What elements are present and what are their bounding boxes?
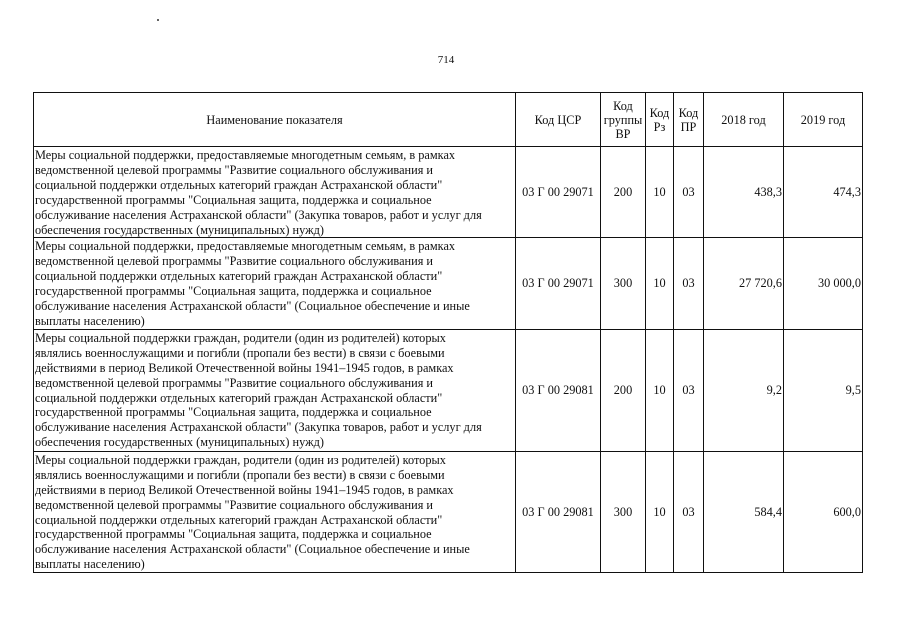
rz-code-cell: 10 <box>646 329 674 451</box>
indicator-name-line: государственной программы "Социальная защита, поддержка и социальное <box>35 284 432 299</box>
scan-speck <box>157 19 159 21</box>
header-csr-code <box>516 93 601 147</box>
indicator-name-line: являлись военнослужащими и погибли (пропали без вести) в связи с боевыми <box>35 467 445 482</box>
pr-code-cell: 03 <box>674 147 704 238</box>
value-2019-cell: 600,0 <box>784 451 863 572</box>
header-pr-code <box>674 93 704 147</box>
indicator-name-line: действиями в период Великой Отечественной войны 1941–1945 годов, в рамках <box>35 360 454 375</box>
csr-code-cell: 03 Г 00 29081 <box>516 329 601 451</box>
header-indicator-name <box>34 93 516 147</box>
indicator-name-line: выплаты населению) <box>35 557 145 572</box>
header-rz-line: Код <box>649 105 670 120</box>
indicator-name-line: действиями в период Великой Отечественной войны 1941–1945 годов, в рамках <box>35 482 454 497</box>
indicator-name-line: обслуживание населения Астраханской области" (Социальное обеспечение и иные <box>35 542 470 557</box>
header-vr-line: ВР <box>615 126 631 141</box>
header-rz-code <box>646 93 674 147</box>
table-row <box>34 451 863 572</box>
header-pr-line: Код <box>678 105 699 120</box>
indicator-name-line: социальной поддержки отдельных категорий граждан Астраханской области" <box>35 269 443 284</box>
rz-code-cell: 10 <box>646 147 674 238</box>
vr-group-code-cell: 300 <box>601 238 646 329</box>
table-body <box>34 147 863 573</box>
indicator-name-line: ведомственной целевой программы "Развитие социального обслуживания и <box>35 162 434 177</box>
header-indicator-name-label: Наименование показателя <box>206 112 343 127</box>
budget-table <box>33 92 863 573</box>
header-year-2018-label: 2018 год <box>721 112 766 127</box>
header-vr-line: Код <box>613 98 633 113</box>
value-2019-cell: 474,3 <box>784 147 863 238</box>
table-header <box>34 93 863 147</box>
vr-group-code-cell: 200 <box>601 147 646 238</box>
value-2019-cell: 9,5 <box>784 329 863 451</box>
header-rz-line: Рз <box>653 119 666 134</box>
indicator-name-line: государственной программы "Социальная защита, поддержка и социальное <box>35 527 432 542</box>
indicator-name-line: ведомственной целевой программы "Развитие социального обслуживания и <box>35 497 434 512</box>
indicator-name-line: Меры социальной поддержки, предоставляемые многодетным семьям, в рамках <box>35 239 456 254</box>
value-2018-cell: 9,2 <box>704 329 784 451</box>
indicator-name-line: социальной поддержки отдельных категорий граждан Астраханской области" <box>35 177 443 192</box>
pr-code-cell: 03 <box>674 238 704 329</box>
header-vr-group-code <box>601 93 646 147</box>
csr-code-cell: 03 Г 00 29071 <box>516 238 601 329</box>
csr-code-cell: 03 Г 00 29071 <box>516 147 601 238</box>
header-year-2019 <box>784 93 863 147</box>
indicator-name-line: государственной программы "Социальная защита, поддержка и социальное <box>35 192 432 207</box>
indicator-name-line: обеспечения государственных (муниципальных) нужд) <box>35 435 324 450</box>
header-csr-code-label: Код ЦСР <box>534 112 582 127</box>
indicator-name-line: выплаты населению) <box>35 313 145 328</box>
indicator-name-line: Меры социальной поддержки граждан, родители (один из родителей) которых <box>35 452 446 467</box>
header-year-2019-label: 2019 год <box>800 112 846 127</box>
indicator-name-line: обслуживание населения Астраханской области" (Закупка товаров, работ и услуг для <box>35 207 482 222</box>
header-pr-line: ПР <box>680 119 697 134</box>
indicator-name-cell <box>34 238 516 329</box>
indicator-name-cell <box>34 329 516 451</box>
indicator-name-line: ведомственной целевой программы "Развитие социального обслуживания и <box>35 254 434 269</box>
indicator-name-line: являлись военнослужащими и погибли (пропали без вести) в связи с боевыми <box>35 345 445 360</box>
value-2018-cell: 584,4 <box>704 451 784 572</box>
indicator-name-line: Меры социальной поддержки граждан, родители (один из родителей) которых <box>35 330 446 345</box>
indicator-name-line: ведомственной целевой программы "Развитие социального обслуживания и <box>35 375 434 390</box>
pr-code-cell: 03 <box>674 451 704 572</box>
value-2018-cell: 438,3 <box>704 147 784 238</box>
rz-code-cell: 10 <box>646 451 674 572</box>
vr-group-code-cell: 200 <box>601 329 646 451</box>
header-row <box>34 93 863 147</box>
pr-code-cell: 03 <box>674 329 704 451</box>
table-row <box>34 329 863 451</box>
indicator-name-cell <box>34 147 516 238</box>
indicator-name-line: социальной поддержки отдельных категорий граждан Астраханской области" <box>35 512 443 527</box>
indicator-name-line: государственной программы "Социальная защита, поддержка и социальное <box>35 405 432 420</box>
csr-code-cell: 03 Г 00 29081 <box>516 451 601 572</box>
indicator-name-line: обслуживание населения Астраханской области" (Социальное обеспечение и иные <box>35 299 470 314</box>
indicator-name-line: обслуживание населения Астраханской области" (Закупка товаров, работ и услуг для <box>35 420 482 435</box>
table-row <box>34 147 863 238</box>
indicator-name-cell <box>34 451 516 572</box>
header-year-2018 <box>704 93 784 147</box>
page-number: 714 <box>437 54 455 66</box>
indicator-name-line: социальной поддержки отдельных категорий граждан Астраханской области" <box>35 390 443 405</box>
value-2019-cell: 30 000,0 <box>784 238 863 329</box>
value-2018-cell: 27 720,6 <box>704 238 784 329</box>
rz-code-cell: 10 <box>646 238 674 329</box>
table-row <box>34 238 863 329</box>
indicator-name-line: Меры социальной поддержки, предоставляемые многодетным семьям, в рамках <box>35 148 456 162</box>
indicator-name-line: обеспечения государственных (муниципальных) нужд) <box>35 222 324 237</box>
vr-group-code-cell: 300 <box>601 451 646 572</box>
header-vr-line: группы <box>603 112 643 127</box>
